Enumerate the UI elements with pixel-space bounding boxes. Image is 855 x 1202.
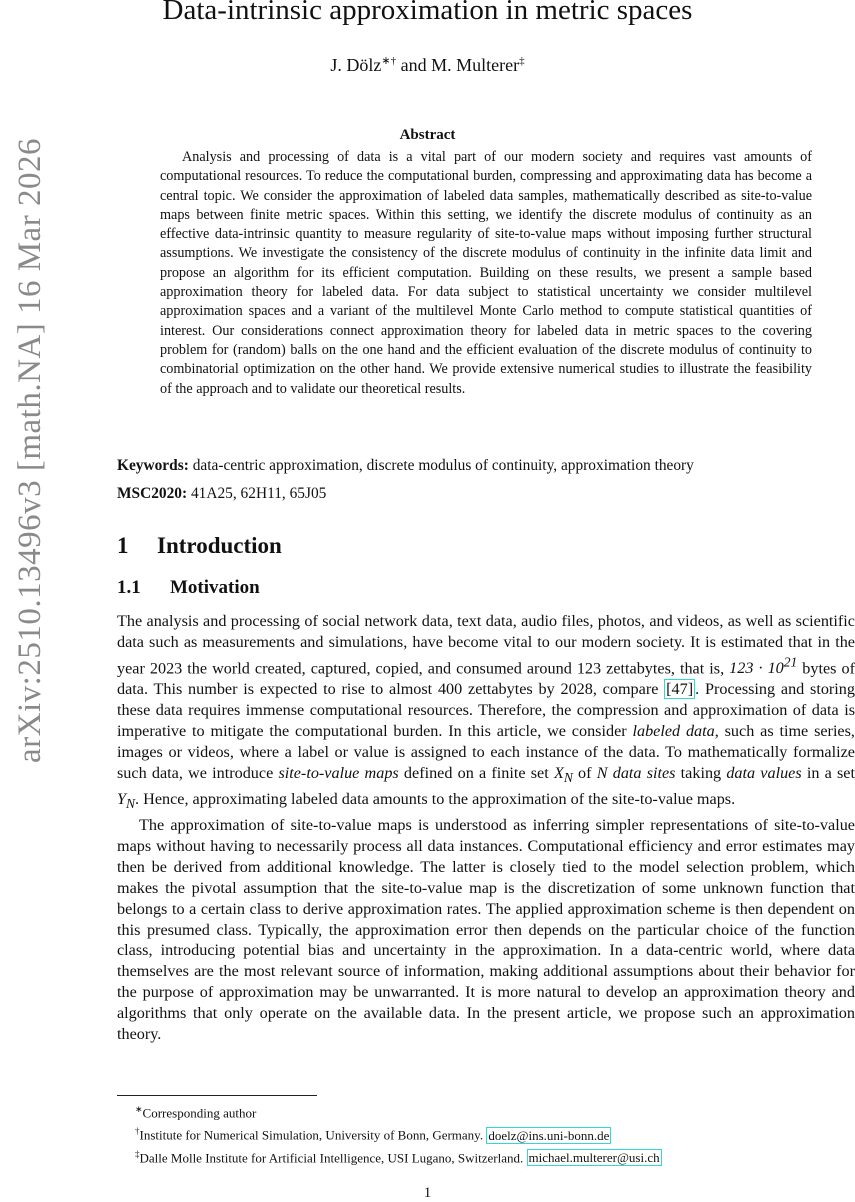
p1-math-power bbox=[729, 654, 798, 678]
p1-math-y: Y bbox=[117, 789, 127, 808]
section-heading bbox=[117, 533, 282, 559]
abstract-text: Analysis and processing of data is a vital part of our modern society and requires vast amounts of computational resources. To reduce the computational burden, compressing and approximating data has become a central topic. We consider the approximation of labeled data samples, mathematically described as site-to-value maps between finite metric spaces. Within this setting, we identify the discrete modulus of continuity as an effective data-intrinsic quantity to measure regularity of site-to-value maps without imposing further structural assumptions. We investigate the consistency of the discrete modulus of continuity in the infinite data limit and propose an algorithm for its efficient computation. Building on these results, we present a sample based approximation theory for labeled data. For data subject to statistical uncertainty we consider multilevel approximation spaces and a variant of the multilevel Monte Carlo method to compute statistical quantities of interest. Our considerations connect approximation theory for labeled data in metric spaces to the covering problem for (random) balls on the one hand and the efficient evaluation of the discrete modulus of continuity to combinatorial optimization on the other hand. We provide extensive numerical studies to illustrate the feasibility of the approach and to validate our theoretical results. bbox=[160, 149, 812, 397]
author-line bbox=[0, 54, 855, 76]
p1-math-x: X bbox=[553, 763, 564, 782]
msc-line bbox=[117, 485, 837, 503]
keywords-label: Keywords: bbox=[117, 457, 189, 474]
keywords-text: data-centric approximation, discrete modulus of continuity, approximation theory bbox=[192, 457, 694, 474]
p1-math-yn bbox=[117, 789, 136, 812]
p1-text-4: , such as time series, images or videos, where a label or value is assigned to each instance of the data. To mathematically formalize such data, we introduce bbox=[117, 721, 855, 782]
footnote-rule bbox=[117, 1095, 317, 1096]
p1-math-exponent: 21 bbox=[783, 654, 798, 670]
msc-text: 41A25, 62H11, 65J05 bbox=[190, 485, 327, 502]
p1-math-y-sub: N bbox=[126, 796, 136, 812]
author-1: J. Dölz bbox=[330, 55, 382, 75]
intro-paragraph-2: The approximation of site-to-value maps is understood as inferring simpler representations of site-to-value maps without having to necessarily process all data instances. Computational efficiency and error estimates may then be derived from additional knowledge. The latter is closely tied to the model selection problem, which makes the pivotal assumption that the site-to-value map is the discretization of some unknown function that belongs to a certain class to derive approximation rates. The applied approximation scheme is then dependent on this presumed class. Typically, the approximation error then depends on the particular choice of the function class, introducing potential bias and uncertainty in the approximation. In a data-centric world, where data themselves are the most relevant source of information, making additional assumptions about their behavior for the purpose of approximation may be unwarranted. It is more natural to develop an approximation theory and algorithms that only operate on the available data. In the present article, we propose such an approximation theory. bbox=[117, 816, 855, 1044]
p1-text-8: in a set bbox=[801, 763, 855, 782]
citation-link[interactable]: [47] bbox=[666, 680, 694, 699]
footnote-1-mark: ∗ bbox=[135, 1104, 143, 1114]
subsection-heading bbox=[117, 577, 260, 599]
email-link-multerer[interactable]: michael.multerer@usi.ch bbox=[528, 1149, 660, 1165]
p1-math-n: N bbox=[596, 763, 608, 782]
p1-emph-labeled-data: labeled data bbox=[632, 721, 715, 740]
arxiv-identifier: arXiv:2510.13496v3 [math.NA] 16 Mar 2026 bbox=[11, 137, 48, 763]
paper-title: Data-intrinsic approximation in metric spaces bbox=[162, 0, 693, 26]
p1-text-5: defined on a finite set bbox=[398, 763, 554, 782]
page-number: 1 bbox=[423, 1185, 432, 1201]
subsection-title: Motivation bbox=[170, 577, 260, 598]
intro-paragraph-1 bbox=[117, 611, 855, 815]
abstract-heading: Abstract bbox=[399, 127, 456, 143]
footnote-3 bbox=[117, 1145, 837, 1167]
footnote-3-text: Dalle Molle Institute for Artificial Intelligence, USI Lugano, Switzerland. bbox=[139, 1149, 527, 1165]
p1-math-x-sub: N bbox=[563, 769, 573, 785]
p1-text-9: . Hence, approximating labeled data amounts to the approximation of the site-to-value maps. bbox=[135, 789, 736, 808]
p1-text-6: of bbox=[572, 763, 597, 782]
section-title: Introduction bbox=[157, 533, 282, 558]
p1-emph-site-to-value: site-to-value maps bbox=[278, 763, 399, 782]
footnote-2 bbox=[117, 1122, 837, 1144]
footnote-1 bbox=[117, 1100, 837, 1122]
p1-emph-data-sites: data sites bbox=[612, 763, 676, 782]
footnotes bbox=[117, 1100, 837, 1167]
p1-math-base: 123 · 10 bbox=[729, 659, 784, 678]
p1-text-2: bytes of data. This number is expected to rise to almost 400 zettabytes by 2028, compare bbox=[117, 659, 855, 699]
author-2: M. Multerer bbox=[431, 55, 520, 75]
author-2-marks: ‡ bbox=[519, 55, 525, 67]
footnote-2-text: Institute for Numerical Simulation, University of Bonn, Germany. bbox=[139, 1127, 487, 1143]
footnote-3-mark: ‡ bbox=[135, 1148, 140, 1159]
keywords-line bbox=[117, 457, 837, 475]
section-number: 1 bbox=[117, 533, 129, 558]
email-link-doelz[interactable]: doelz@ins.uni-bonn.de bbox=[488, 1127, 610, 1143]
subsection-number: 1.1 bbox=[117, 577, 141, 598]
footnote-1-text: Corresponding author bbox=[142, 1105, 257, 1121]
p1-math-xn bbox=[553, 763, 573, 785]
footnote-2-mark: † bbox=[135, 1126, 140, 1137]
p1-text-7: taking bbox=[675, 763, 727, 782]
author-conjunction: and bbox=[400, 55, 427, 75]
author-1-marks: ∗† bbox=[381, 55, 397, 67]
p1-text-1: The analysis and processing of social network data, text data, audio files, photos, and videos, as well as scientific data such as measurements and simulations, have become vital to our modern society. It is estimated that in the year 2023 the world created, captured, copied, and consumed around 123 zettabytes, that is, bbox=[117, 612, 855, 678]
msc-label: MSC2020: bbox=[117, 485, 188, 502]
p1-emph-data-values: data values bbox=[726, 763, 802, 782]
p1-text-3: . Processing and storing these data requires immense computational resources. Therefore, the compression and approximation of data is imperative to mitigate the computational burden. In this article, we consider bbox=[117, 680, 855, 740]
